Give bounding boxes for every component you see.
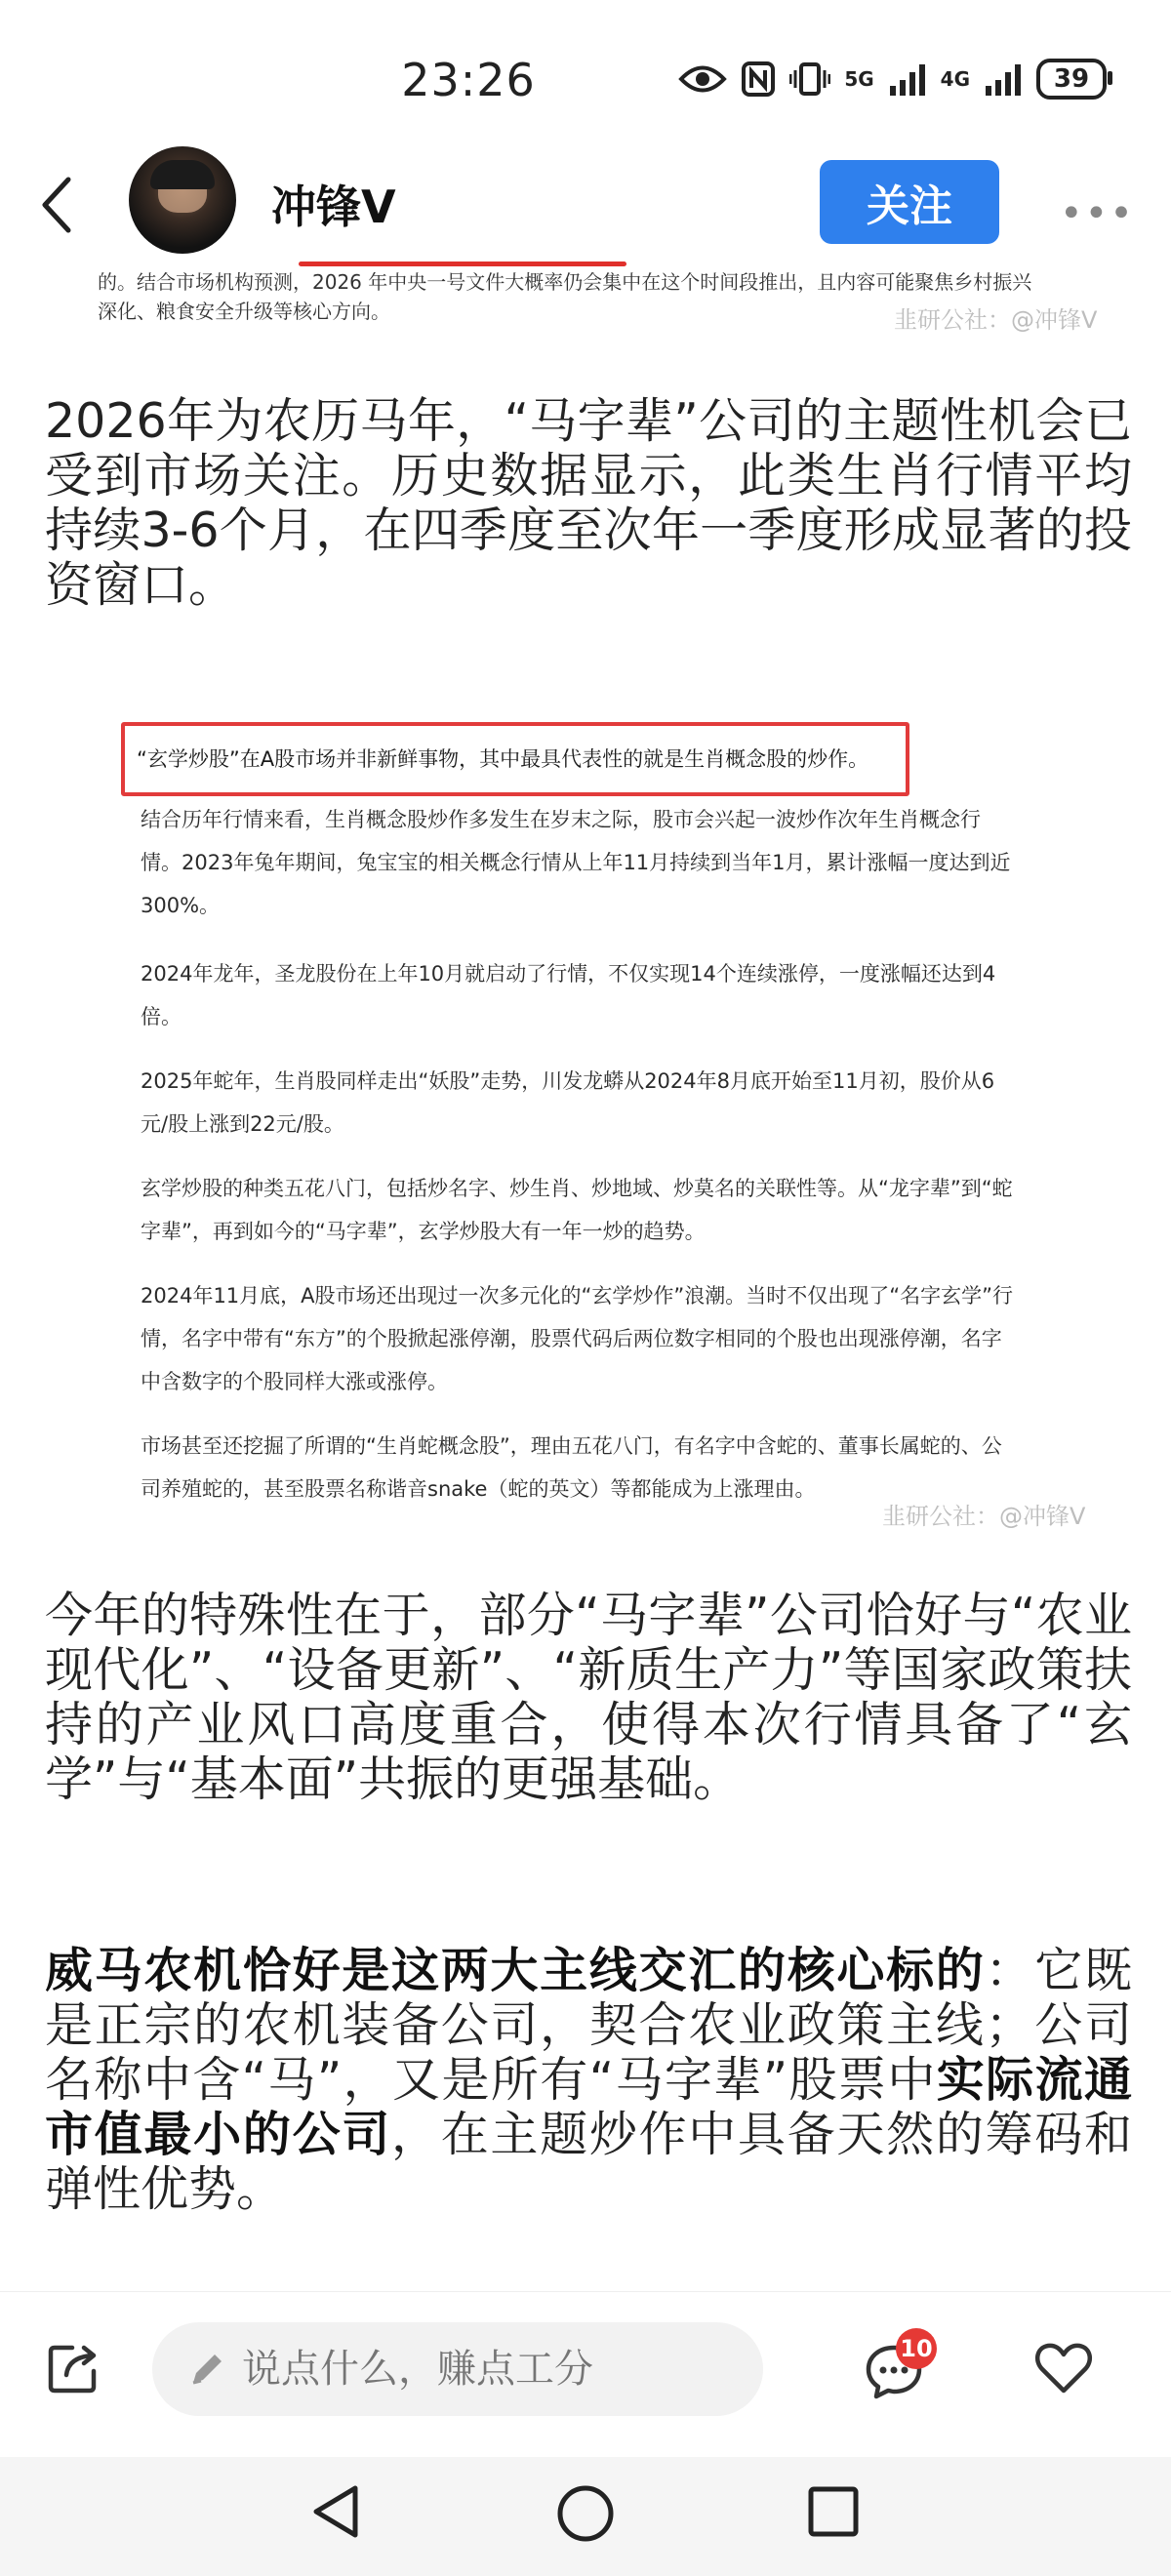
comment-count-badge: 10 xyxy=(896,2328,937,2369)
paragraph-3-bold-2: 实际流通市值最小的公司 xyxy=(45,2052,1132,2162)
red-underline xyxy=(299,262,626,266)
eye-icon xyxy=(678,62,727,96)
nav-recent-apps-icon[interactable] xyxy=(806,2484,861,2539)
article-paragraph-1: 2026年为农历马年，“马字辈”公司的主题性机会已受到市场关注。历史数据显示，此类生肖行情平均持续3-6个月，在四季度至次年一季度形成显著的投资窗口。 xyxy=(45,393,1132,613)
status-icons xyxy=(678,59,1107,100)
nav-back-icon[interactable] xyxy=(308,2482,367,2541)
author-name[interactable]: 冲锋V xyxy=(271,181,396,233)
doc-paragraph-1: 结合历年行情来看，生肖概念股炒作多发生在岁末之际，股市会兴起一波炒作次年生肖概念行情。2023年兔年期间，兔宝宝的相关概念行情从上年11月持续到当年1月，累计涨幅一度达到近300%。 xyxy=(141,808,1011,917)
comment-input[interactable] xyxy=(240,2346,712,2393)
author-avatar[interactable] xyxy=(129,146,236,254)
network-5g-label: 5G xyxy=(844,67,874,91)
signal-icon-2 xyxy=(984,62,1023,96)
back-arrow-icon[interactable] xyxy=(37,174,76,236)
embedded-article-image[interactable] xyxy=(107,703,1054,1522)
heart-icon[interactable] xyxy=(1032,2340,1095,2396)
article-paragraph-3 xyxy=(45,1944,1132,2217)
highlight-text: “玄学炒股”在A股市场并非新鲜事物，其中最具代表性的就是生肖概念股的炒作。 xyxy=(137,747,869,771)
paragraph-3-text-1: ：它既是正宗的农机装备公司，契合农业政策主线；公司名称中含“马”，又是所有“马字辈”股票中 xyxy=(45,1943,1132,2108)
nav-home-icon[interactable] xyxy=(554,2482,617,2545)
battery-icon xyxy=(1036,59,1107,100)
doc-paragraph-4: 玄学炒股的种类五花八门，包括炒名字、炒生肖、炒地域、炒莫名的关联性等。从“龙字辈”到“蛇字辈”，再到如今的“马字辈”，玄学炒股大有一年一炒的趋势。 xyxy=(141,1177,1013,1243)
more-options-icon[interactable]: ••• xyxy=(1060,191,1135,236)
doc-paragraph-2: 2024年龙年，圣龙股份在上年10月就启动了行情，不仅实现14个连续涨停，一度涨幅还达到4倍。 xyxy=(141,962,996,1028)
snippet-line-2: 深化、粮食安全升级等核心方向。 xyxy=(98,300,390,323)
snippet-line-1: 的。结合市场机构预测，2026 年中央一号文件大概率仍会集中在这个时间段推出，且内容可能聚焦乡村振兴 xyxy=(98,270,1032,294)
battery-level: 39 xyxy=(1053,64,1090,94)
vibrate-icon xyxy=(789,60,830,98)
doc-paragraph-5: 2024年11月底，A股市场还出现过一次多元化的“玄学炒作”浪潮。当时不仅出现了“名字玄学”行情，名字中带有“东方”的个股掀起涨停潮，股票代码后两位数字相同的个股也出现涨停潮，名字中含数字的个股同样大涨或涨停。 xyxy=(141,1284,1014,1393)
paragraph-3-text-2: ，在主题炒作中具备天然的筹码和弹性优势。 xyxy=(45,2107,1132,2217)
nfc-icon xyxy=(741,60,776,98)
snippet-watermark: 韭研公社：@冲锋V xyxy=(894,306,1098,334)
status-time: 23:26 xyxy=(401,54,536,106)
signal-icon-1 xyxy=(888,62,927,96)
doc-paragraph-6: 市场甚至还挖掘了所谓的“生肖蛇概念股”，理由五花八门，有名字中含蛇的、董事长属蛇的、公司养殖蛇的，甚至股票名称谐音snake（蛇的英文）等都能成为上涨理由。 xyxy=(141,1434,1002,1501)
doc-paragraph-3: 2025年蛇年，生肖股同样走出“妖股”走势，川发龙蟒从2024年8月底开始至11月初，股价从6元/股上涨到22元/股。 xyxy=(141,1069,995,1136)
share-icon[interactable] xyxy=(45,2338,103,2396)
comment-input-box[interactable] xyxy=(152,2322,763,2416)
article-paragraph-2: 今年的特殊性在于，部分“马字辈”公司恰好与“农业现代化”、“设备更新”、“新质生产力”等国家政策扶持的产业风口高度重合，使得本次行情具备了“玄学”与“基本面”共振的更强基础。 xyxy=(45,1588,1132,1807)
network-4g-label: 4G xyxy=(940,67,970,91)
doc-watermark: 韭研公社：@冲锋V xyxy=(882,1503,1086,1530)
paragraph-3-bold-1: 威马农机恰好是这两大主线交汇的核心标的 xyxy=(45,1943,986,1998)
pen-icon xyxy=(187,2350,226,2389)
follow-button[interactable]: 关注 xyxy=(820,160,999,244)
